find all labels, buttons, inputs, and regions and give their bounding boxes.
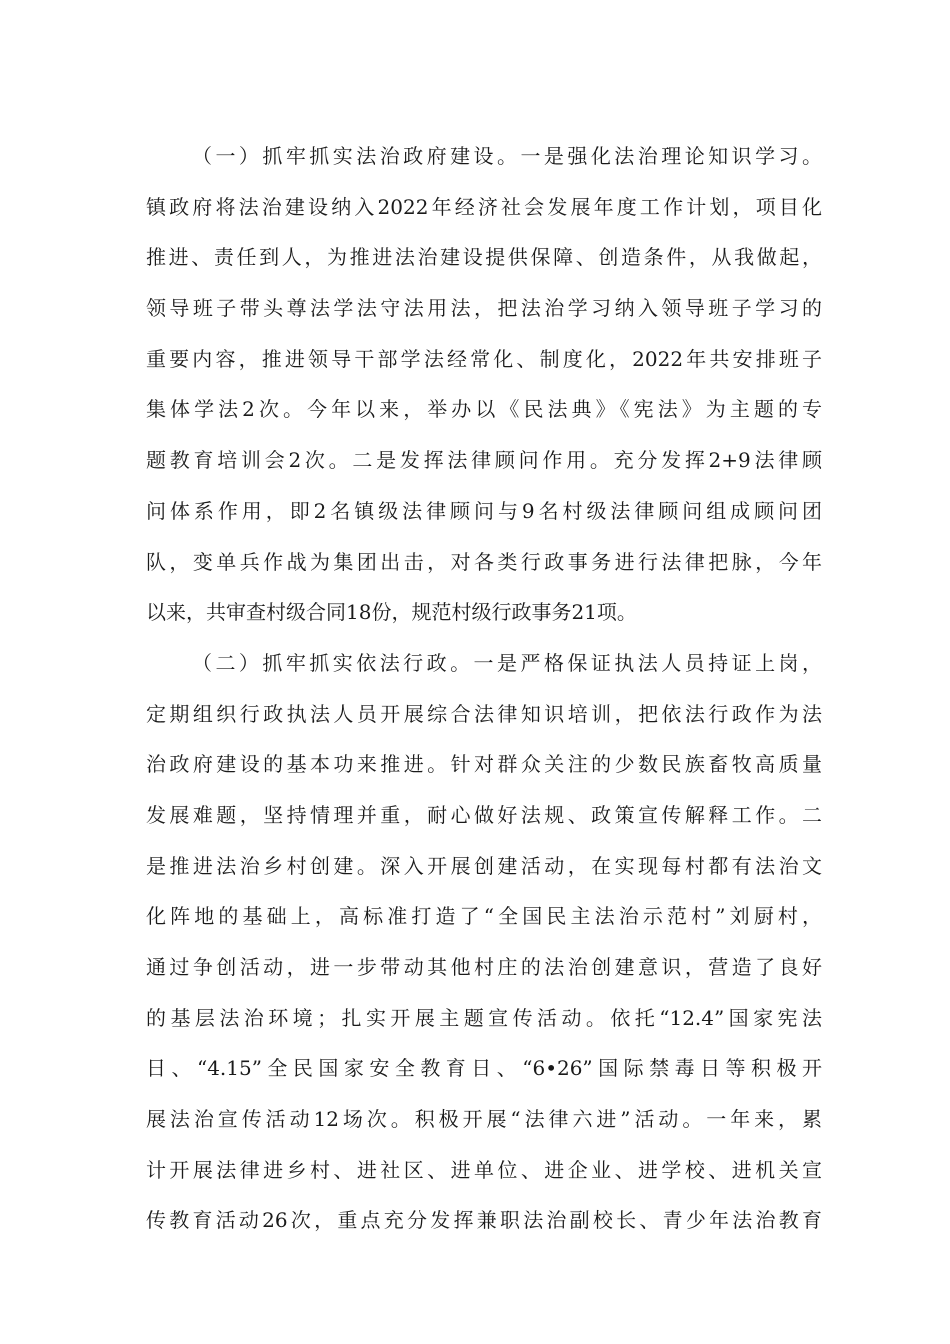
paragraph-line: 发展难题，坚持情理并重，耐心做好法规、政策宣传解释工作。二 <box>146 802 822 827</box>
paragraph-line: 镇政府将法治建设纳入2022年经济社会发展年度工作计划，项目化 <box>146 194 822 219</box>
paragraph-line: 是推进法治乡村创建。深入开展创建活动，在实现每村都有法治文 <box>146 853 822 878</box>
paragraph-line: 展法治宣传活动12场次。积极开展“法律六进”活动。一年来，累 <box>146 1107 822 1132</box>
paragraph-line: 重要内容，推进领导干部学法经常化、制度化，2022年共安排班子 <box>146 346 822 371</box>
paragraph-line: 队，变单兵作战为集团出击，对各类行政事务进行法律把脉，今年 <box>146 549 822 574</box>
paragraph-line: 问体系作用，即2名镇级法律顾问与9名村级法律顾问组成顾问团 <box>146 498 822 523</box>
paragraph-line: 通过争创活动，进一步带动其他村庄的法治创建意识，营造了良好 <box>146 955 822 979</box>
paragraph-line: （二）抓牢抓实依法行政。一是严格保证执法人员持证上岗， <box>192 650 822 675</box>
paragraph-line: 题教育培训会2次。二是发挥法律顾问作用。充分发挥2+9法律顾 <box>146 448 822 473</box>
paragraph-line: 传教育活动26次，重点充分发挥兼职法治副校长、青少年法治教育 <box>146 1208 822 1233</box>
paragraph-line: 化阵地的基础上，高标准打造了“全国民主法治示范村”刘厨村， <box>146 904 822 929</box>
paragraph-line: 推进、责任到人，为推进法治建设提供保障、创造条件，从我做起， <box>146 245 822 270</box>
paragraph-line: 领导班子带头尊法学法守法用法，把法治学习纳入领导班子学习的 <box>146 296 822 321</box>
paragraph-line: 集体学法2次。今年以来，举办以《民法典》《宪法》为主题的专 <box>146 397 822 422</box>
paragraph-line: 的基层法治环境；扎实开展主题宣传活动。依托“12.4”国家宪法 <box>146 1005 822 1030</box>
paragraph-line: 以来，共审查村级合同18份，规范村级行政事务21项。 <box>146 600 637 625</box>
paragraph-line: 计开展法律进乡村、进社区、进单位、进企业、进学校、进机关宣 <box>146 1157 822 1182</box>
paragraph-2 <box>146 638 822 1246</box>
paragraph-line: 定期组织行政执法人员开展综合法律知识培训，把依法行政作为法 <box>146 701 822 726</box>
paragraph-line: （一）抓牢抓实法治政府建设。一是强化法治理论知识学习。 <box>192 144 822 168</box>
document-body <box>146 131 822 1246</box>
paragraph-line: 治政府建设的基本功来推进。针对群众关注的少数民族畜牧高质量 <box>146 752 822 777</box>
paragraph-1 <box>146 131 822 638</box>
paragraph-line: 日、“4.15”全民国家安全教育日、“6•26”国际禁毒日等积极开 <box>146 1056 822 1081</box>
